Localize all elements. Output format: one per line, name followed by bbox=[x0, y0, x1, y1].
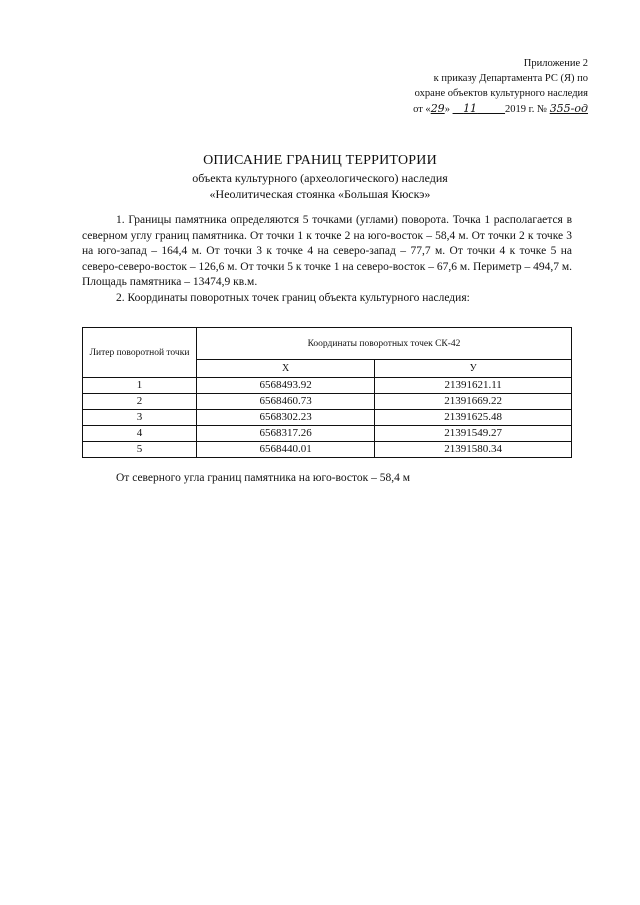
cell-x: 6568317.26 bbox=[197, 426, 375, 442]
footer-note: От северного угла границ памятника на юго-восток – 58,4 м bbox=[116, 472, 411, 484]
coordinates-table bbox=[82, 327, 572, 458]
appendix-department-line: охране объектов культурного наследия bbox=[414, 88, 588, 99]
cell-x: 6568302.23 bbox=[197, 410, 375, 426]
cell-y: 21391669.22 bbox=[375, 394, 572, 410]
date-month-value: 11 bbox=[463, 102, 478, 115]
cell-x: 6568440.01 bbox=[197, 442, 375, 458]
coordinates-intro-paragraph: 2. Координаты поворотных точек границ объекта культурного наследия: bbox=[116, 291, 470, 304]
table-row bbox=[83, 442, 572, 458]
date-month bbox=[453, 102, 505, 115]
table-row bbox=[83, 394, 572, 410]
date-day: 29 bbox=[430, 102, 445, 115]
appendix-order-line: к приказу Департамента РС (Я) по bbox=[433, 73, 588, 84]
header-x: Х bbox=[197, 360, 375, 378]
date-mid: » bbox=[444, 104, 450, 115]
date-year: 2019 г. № bbox=[505, 104, 548, 115]
cell-y: 21391580.34 bbox=[375, 442, 572, 458]
document-title: ОПИСАНИЕ ГРАНИЦ ТЕРРИТОРИИ bbox=[203, 153, 437, 168]
header-litera: Литер поворотной точки bbox=[83, 328, 197, 378]
table-row bbox=[83, 410, 572, 426]
cell-y: 21391549.27 bbox=[375, 426, 572, 442]
date-prefix: от « bbox=[413, 104, 431, 115]
appendix-title: Приложение 2 bbox=[523, 58, 588, 69]
table-row bbox=[83, 378, 572, 394]
description-body bbox=[82, 213, 572, 306]
cell-y: 21391625.48 bbox=[375, 410, 572, 426]
order-number: 355-од bbox=[549, 102, 588, 115]
document-subtitle-name: «Неолитическая стоянка «Большая Кюскэ» bbox=[209, 187, 431, 201]
appendix-date-line bbox=[413, 101, 588, 117]
table-row bbox=[83, 426, 572, 442]
cell-y: 21391621.11 bbox=[375, 378, 572, 394]
document-title-block bbox=[0, 152, 640, 202]
boundary-description-paragraph: 1. Границы памятника определяются 5 точками (углами) поворота. Точка 1 располагается в северном углу границ памятника. От точки 1 к точке 2 на юго-восток – 58,4 м. От точки 2 к точке 3 на юго-запад – 164,4 м. От точки 3 к точке 4 на северо-запад – 77,7 м. От точки 4 к точке 5 на северо-северо-восток – 126,6 м. От точки 5 к точке 1 на северо-восток – 67,6 м. Периметр – 494,7 м. Площадь памятника – 13474,9 кв.м. bbox=[82, 214, 572, 288]
cell-litera: 5 bbox=[83, 442, 197, 458]
cell-litera: 4 bbox=[83, 426, 197, 442]
cell-x: 6568493.92 bbox=[197, 378, 375, 394]
cell-litera: 3 bbox=[83, 410, 197, 426]
cell-litera: 2 bbox=[83, 394, 197, 410]
appendix-header bbox=[413, 56, 588, 117]
cell-litera: 1 bbox=[83, 378, 197, 394]
document-subtitle-object: объекта культурного (археологического) наследия bbox=[192, 171, 448, 185]
header-y: У bbox=[375, 360, 572, 378]
cell-x: 6568460.73 bbox=[197, 394, 375, 410]
header-coordinates: Координаты поворотных точек СК-42 bbox=[197, 328, 572, 360]
